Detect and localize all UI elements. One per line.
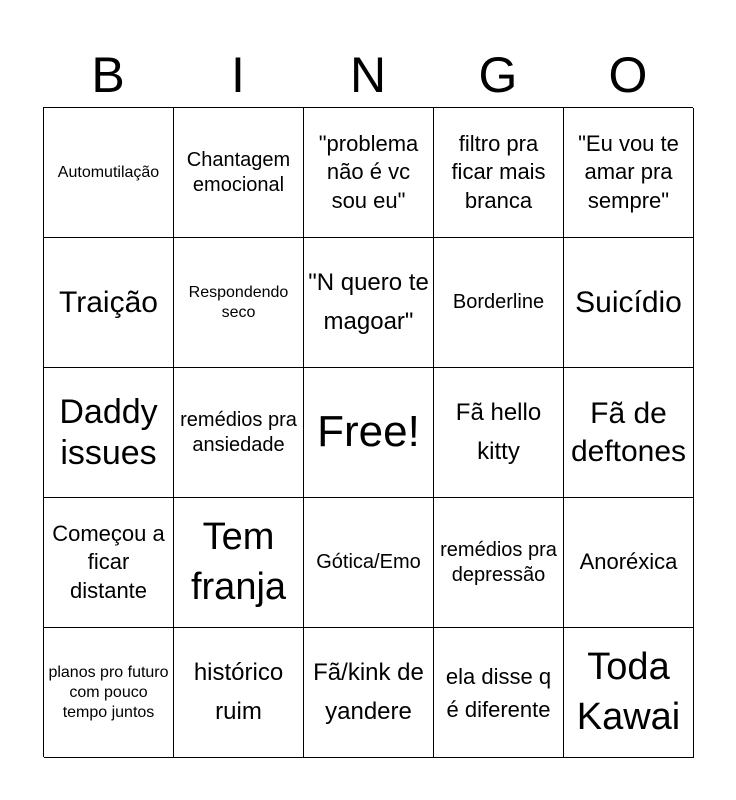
bingo-cell[interactable] — [434, 628, 564, 758]
cell-text: Tem franja — [190, 516, 287, 608]
cell-text: remédios pra ansiedade — [180, 408, 297, 456]
bingo-cell[interactable] — [434, 368, 564, 498]
bingo-cell[interactable] — [564, 108, 694, 238]
header-letter-g: G — [478, 47, 518, 103]
bingo-cell[interactable] — [434, 498, 564, 628]
header-letter-o: O — [608, 47, 648, 103]
bingo-cell[interactable] — [304, 238, 434, 368]
bingo-cell[interactable] — [174, 628, 304, 758]
cell-text: Daddy issues — [59, 392, 158, 472]
bingo-cell[interactable] — [44, 108, 174, 238]
bingo-cell[interactable] — [44, 368, 174, 498]
cell-text: remédios pra depressão — [440, 538, 557, 586]
bingo-cell[interactable] — [174, 498, 304, 628]
cell-text: Gótica/Emo — [316, 551, 421, 573]
bingo-cell[interactable] — [564, 238, 694, 368]
bingo-cell[interactable] — [564, 628, 694, 758]
bingo-cell[interactable] — [434, 238, 564, 368]
cell-text: filtro pra ficar mais branca — [451, 130, 546, 213]
bingo-cell[interactable] — [434, 108, 564, 238]
bingo-cell[interactable] — [174, 108, 304, 238]
bingo-cell[interactable] — [44, 498, 174, 628]
cell-text: "Eu vou te amar pra sempre" — [578, 130, 679, 213]
bingo-cell[interactable] — [44, 628, 174, 758]
cell-text: Fã/kink de yandere — [313, 659, 424, 725]
cell-text: Borderline — [452, 291, 545, 313]
cell-text: Toda Kawai — [576, 646, 681, 738]
header-letter-i: I — [231, 47, 245, 103]
cell-text: ela disse q é diferente — [445, 663, 552, 722]
bingo-cell[interactable] — [44, 238, 174, 368]
cell-text: histórico ruim — [193, 659, 284, 725]
cell-text: Anoréxica — [579, 549, 678, 575]
cell-text: Fã de deftones — [570, 397, 687, 468]
bingo-cell[interactable] — [304, 628, 434, 758]
cell-text: "problema não é vc sou eu" — [318, 130, 419, 213]
cell-text: Fã hello kitty — [455, 399, 542, 465]
cell-text: Respondendo seco — [188, 283, 289, 321]
bingo-cell[interactable] — [304, 108, 434, 238]
free-cell[interactable] — [304, 368, 434, 498]
bingo-cell[interactable] — [564, 368, 694, 498]
bingo-cell[interactable] — [174, 238, 304, 368]
header-letter-b: B — [91, 47, 125, 103]
cell-text: "N quero te magoar" — [308, 269, 429, 335]
cell-text: planos pro futuro com pouco tempo juntos — [48, 663, 169, 721]
bingo-header — [43, 44, 693, 106]
cell-text: Traição — [59, 285, 158, 319]
bingo-cell[interactable] — [564, 498, 694, 628]
bingo-cell[interactable] — [304, 498, 434, 628]
cell-text: Suicídio — [575, 285, 682, 319]
cell-text: Chantagem emocional — [186, 148, 291, 196]
cell-text: Começou a ficar distante — [52, 520, 165, 603]
cell-text: Automutilação — [57, 163, 160, 181]
header-letter-n: N — [349, 47, 387, 103]
bingo-cell[interactable] — [174, 368, 304, 498]
bingo-grid — [43, 107, 693, 757]
free-cell-text: Free! — [317, 407, 420, 457]
